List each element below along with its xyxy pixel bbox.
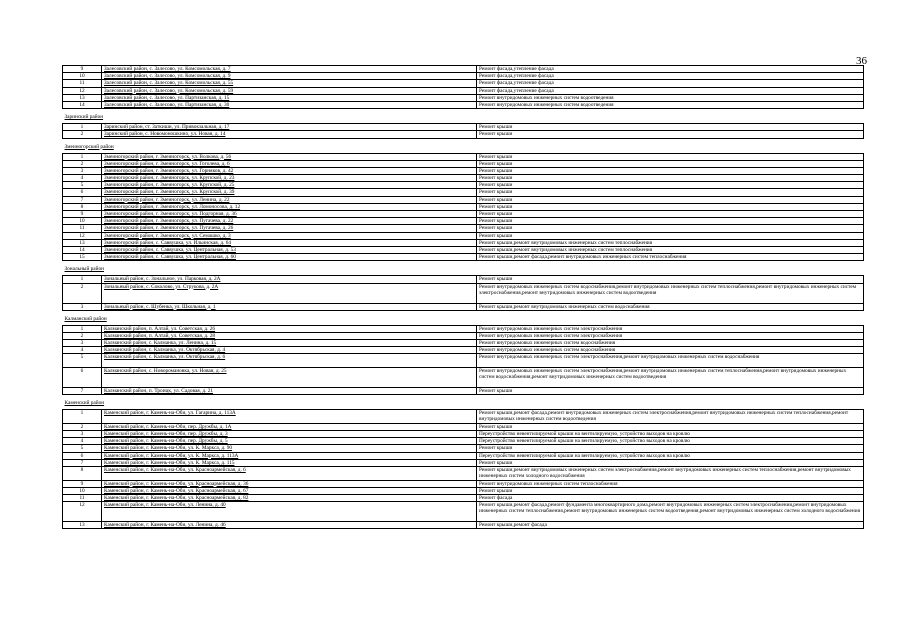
row-address: Залесовский район, с. Залесово, ул. Партизанская, д. 30 bbox=[102, 101, 477, 108]
row-works: Ремонт фасада,утепление фасада bbox=[477, 66, 864, 73]
row-number: 4 bbox=[63, 438, 102, 445]
row-address: Каменский район, г. Камень-на-Оби, ул. Красноармейская, д. 67 bbox=[102, 487, 477, 494]
table-row bbox=[63, 246, 864, 253]
table-row bbox=[63, 494, 864, 501]
district-heading: Змеиногорский район bbox=[64, 143, 114, 150]
row-address: Змеиногорский район, с. Саввушка, ул. Центральная, д. 60 bbox=[102, 254, 477, 261]
table-row bbox=[63, 175, 864, 182]
row-works: Ремонт крыши bbox=[477, 124, 864, 131]
row-works: Ремонт крыши bbox=[477, 160, 864, 167]
row-address: Залесовский район, с. Залесово, ул. Комсомольская, д. 55 bbox=[102, 80, 477, 87]
row-number: 8 bbox=[63, 466, 102, 480]
row-address: Каменский район, г. Камень-на-Оби, пер. Дружбы, д. 1А bbox=[102, 423, 477, 430]
row-number: 10 bbox=[63, 73, 102, 80]
row-address: Зональный район, с. Шубенка, ул. Школьная, д. 1 bbox=[102, 303, 477, 310]
row-number: 11 bbox=[63, 225, 102, 232]
row-number: 14 bbox=[63, 246, 102, 253]
row-number: 6 bbox=[63, 368, 102, 388]
page-number: 36 bbox=[856, 55, 867, 67]
row-address: Змеиногорский район, г. Змеиногорск, ул. Крупской, д. 39 bbox=[102, 189, 477, 196]
table-row bbox=[63, 423, 864, 430]
row-works: Ремонт крыши,ремонт фасада bbox=[477, 522, 864, 529]
row-number: 8 bbox=[63, 203, 102, 210]
row-works: Ремонт фасада,утепление фасада bbox=[477, 73, 864, 80]
row-address: Каменский район, г. Камень-на-Оби, ул. Красноармейская, д. 6 bbox=[102, 466, 477, 480]
row-number: 10 bbox=[63, 487, 102, 494]
repair-plan-body bbox=[63, 66, 864, 529]
row-address: Калманский район, с. Калманка, ул. Октябрьская, д. 4 bbox=[102, 347, 477, 354]
row-address: Змеиногорский район, г. Змеиногорск, ул. Ломоносова, д. 12 bbox=[102, 203, 477, 210]
row-works: Ремонт внутридомовых инженерных систем электроснабжения,ремонт внутридомовых инженерных систем водоснабжения bbox=[477, 354, 864, 368]
district-heading-row bbox=[63, 264, 864, 276]
row-address: Залесовский район, с. Залесово, ул. Партизанская, д. 15 bbox=[102, 94, 477, 101]
row-number: 12 bbox=[63, 502, 102, 522]
district-heading: Калманский район bbox=[64, 315, 107, 322]
row-number: 2 bbox=[63, 160, 102, 167]
row-address: Каменский район, г. Камень-на-Оби, ул. К. Маркса, д. 113А bbox=[102, 452, 477, 459]
table-row bbox=[63, 480, 864, 487]
row-works: Ремонт внутридомовых инженерных систем электроснабжения bbox=[477, 332, 864, 339]
row-number: 13 bbox=[63, 522, 102, 529]
row-works: Ремонт внутридомовых инженерных систем водоотведения bbox=[477, 94, 864, 101]
row-works: Ремонт крыши,ремонт фасада,ремонт внутридомовых инженерных систем теплоснабжения bbox=[477, 254, 864, 261]
row-number: 10 bbox=[63, 218, 102, 225]
row-address: Калманский район, п. Троицк, ул. Садовая, д. 21 bbox=[102, 388, 477, 395]
table-row bbox=[63, 160, 864, 167]
row-address: Залесовский район, с. Залесово, ул. Комсомольская, д. 7 bbox=[102, 66, 477, 73]
row-works: Переустройство невентилируемой крыши на вентилируемую, устройство выходов на кровлю bbox=[477, 452, 864, 459]
table-row bbox=[63, 445, 864, 452]
row-number: 2 bbox=[63, 423, 102, 430]
row-number: 1 bbox=[63, 276, 102, 283]
table-row bbox=[63, 182, 864, 189]
table-row bbox=[63, 73, 864, 80]
row-works: Ремонт крыши bbox=[477, 388, 864, 395]
table-row bbox=[63, 94, 864, 101]
row-works: Ремонт крыши,ремонт внутридомовых инженерных систем теплоснабжения bbox=[477, 246, 864, 253]
row-address: Каменский район, г. Камень-на-Оби, ул. Гагарина, д. 113А bbox=[102, 410, 477, 424]
row-address: Заринский район, ст. Заткиши, ул. Привокзальная, д. 17 bbox=[102, 124, 477, 131]
table-row bbox=[63, 325, 864, 332]
row-works: Ремонт внутридомовых инженерных систем теплоснабжения bbox=[477, 480, 864, 487]
table-row bbox=[63, 124, 864, 131]
row-works: Ремонт крыши bbox=[477, 196, 864, 203]
row-address: Змеиногорский район, г. Змеиногорск, ул. Подгорная, д. 36 bbox=[102, 211, 477, 218]
row-address: Зональный район, с. Зональное, ул. Парковая, д. 2А bbox=[102, 276, 477, 283]
row-number: 1 bbox=[63, 153, 102, 160]
row-number: 9 bbox=[63, 480, 102, 487]
row-number: 11 bbox=[63, 80, 102, 87]
table-row bbox=[63, 347, 864, 354]
row-address: Каменский район, г. Камень-на-Оби, пер. Дружбы, д. 3 bbox=[102, 431, 477, 438]
row-address: Каменский район, г. Камень-на-Оби, ул. Красноармейская, д. 36 bbox=[102, 480, 477, 487]
row-address: Калманский район, с. Новоромановка, ул. Новая, д. 25 bbox=[102, 368, 477, 388]
row-number: 5 bbox=[63, 354, 102, 368]
table-row bbox=[63, 303, 864, 310]
table-row bbox=[63, 153, 864, 160]
row-number: 2 bbox=[63, 283, 102, 303]
row-works: Ремонт крыши bbox=[477, 225, 864, 232]
row-works: Ремонт крыши bbox=[477, 445, 864, 452]
row-works: Ремонт крыши bbox=[477, 276, 864, 283]
row-works: Ремонт фасада,утепление фасада bbox=[477, 87, 864, 94]
row-number: 7 bbox=[63, 196, 102, 203]
row-works: Переустройство невентилируемой крыши на вентилируемую, устройство выходов на кровлю bbox=[477, 438, 864, 445]
row-address: Калманский район, п. Алтай, ул. Советская, д. 26 bbox=[102, 325, 477, 332]
row-works: Ремонт крыши,ремонт внутридомовых инженерных систем теплоснабжения bbox=[477, 239, 864, 246]
row-works: Ремонт крыши bbox=[477, 167, 864, 174]
row-works: Ремонт крыши bbox=[477, 232, 864, 239]
table-row bbox=[63, 487, 864, 494]
row-address: Змеиногорский район, г. Змеиногорск, ул. Семашко, д. 3 bbox=[102, 232, 477, 239]
row-address: Змеиногорский район, г. Змеиногорск, ул. Пугачева, д. 26 bbox=[102, 225, 477, 232]
row-works: Ремонт крыши bbox=[477, 423, 864, 430]
row-number: 6 bbox=[63, 189, 102, 196]
table-row bbox=[63, 254, 864, 261]
district-heading-row bbox=[63, 314, 864, 326]
row-number: 9 bbox=[63, 211, 102, 218]
table-row bbox=[63, 332, 864, 339]
row-address: Змеиногорский район, г. Змеиногорск, ул. Крупской, д. 25 bbox=[102, 182, 477, 189]
district-heading-row bbox=[63, 398, 864, 410]
row-number: 3 bbox=[63, 431, 102, 438]
row-address: Змеиногорский район, г. Змеиногорск, ул. Волкова, д. 56 bbox=[102, 153, 477, 160]
table-row bbox=[63, 167, 864, 174]
row-works: Ремонт крыши bbox=[477, 459, 864, 466]
row-number: 9 bbox=[63, 66, 102, 73]
row-number: 7 bbox=[63, 388, 102, 395]
table-row bbox=[63, 232, 864, 239]
table-row bbox=[63, 340, 864, 347]
row-address: Залесовский район, с. Залесово, ул. Комсомольская, д. 9 bbox=[102, 73, 477, 80]
row-number: 2 bbox=[63, 131, 102, 138]
row-address: Змеиногорский район, г. Змеиногорск, ул. Ленина, д. 22 bbox=[102, 196, 477, 203]
table-row bbox=[63, 80, 864, 87]
row-address: Каменский район, г. Камень-на-Оби, ул. Красноармейская, д. 82 bbox=[102, 494, 477, 501]
row-number: 3 bbox=[63, 167, 102, 174]
table-row bbox=[63, 211, 864, 218]
table-row bbox=[63, 225, 864, 232]
row-works: Ремонт крыши bbox=[477, 189, 864, 196]
district-heading: Зональный район bbox=[64, 266, 104, 273]
table-row bbox=[63, 283, 864, 303]
row-works: Ремонт внутридомовых инженерных систем водоснабжения,ремонт внутридомовых инженерных систем теплоснабжения,ремонт внутридомовых инженерных систем электроснабжения,ремонт внутридомовых инженерных систем водоотведения bbox=[477, 283, 864, 303]
row-address: Змеиногорский район, г. Змеиногорск, ул. Крупской, д. 23 bbox=[102, 175, 477, 182]
row-works: Ремонт крыши bbox=[477, 211, 864, 218]
table-row bbox=[63, 410, 864, 424]
row-number: 4 bbox=[63, 175, 102, 182]
table-row bbox=[63, 196, 864, 203]
district-heading: Заринский район bbox=[64, 114, 104, 121]
table-row bbox=[63, 239, 864, 246]
row-address: Зональный район, с. Соколово, ул. Струкова, д. 2А bbox=[102, 283, 477, 303]
table-row bbox=[63, 101, 864, 108]
table-row bbox=[63, 438, 864, 445]
row-number: 1 bbox=[63, 325, 102, 332]
row-address: Заринский район, с. Новомоношкино, ул. Новая, д. 14 bbox=[102, 131, 477, 138]
table-row bbox=[63, 354, 864, 368]
row-number: 2 bbox=[63, 332, 102, 339]
table-row bbox=[63, 276, 864, 283]
row-works: Переустройство невентилируемой крыши на вентилируемую, устройство выходов на кровлю bbox=[477, 431, 864, 438]
row-works: Ремонт крыши bbox=[477, 218, 864, 225]
table-row bbox=[63, 459, 864, 466]
row-number: 4 bbox=[63, 347, 102, 354]
row-number: 14 bbox=[63, 101, 102, 108]
table-row bbox=[63, 388, 864, 395]
row-number: 13 bbox=[63, 94, 102, 101]
table-row bbox=[63, 87, 864, 94]
row-number: 3 bbox=[63, 303, 102, 310]
table-row bbox=[63, 452, 864, 459]
row-number: 12 bbox=[63, 87, 102, 94]
row-number: 1 bbox=[63, 124, 102, 131]
row-number: 6 bbox=[63, 452, 102, 459]
row-works: Ремонт внутридомовых инженерных систем водоснабжения bbox=[477, 340, 864, 347]
table-row bbox=[63, 522, 864, 529]
row-works: Ремонт крыши bbox=[477, 175, 864, 182]
row-number: 3 bbox=[63, 340, 102, 347]
row-works: Ремонт крыши bbox=[477, 131, 864, 138]
row-works: Ремонт внутридомовых инженерных систем водоотведения bbox=[477, 101, 864, 108]
row-number: 7 bbox=[63, 459, 102, 466]
row-works: Ремонт крыши bbox=[477, 182, 864, 189]
table-row bbox=[63, 431, 864, 438]
row-number: 1 bbox=[63, 410, 102, 424]
row-works: Ремонт крыши bbox=[477, 487, 864, 494]
row-works: Ремонт внутридомовых инженерных систем электроснабжения bbox=[477, 325, 864, 332]
table-row bbox=[63, 131, 864, 138]
row-works: Ремонт фасада,утепление фасада bbox=[477, 80, 864, 87]
row-address: Калманский район, п. Алтай, ул. Советская, д. 28 bbox=[102, 332, 477, 339]
row-number: 5 bbox=[63, 182, 102, 189]
table-row bbox=[63, 189, 864, 196]
row-address: Залесовский район, с. Залесово, ул. Комсомольская, д. 59 bbox=[102, 87, 477, 94]
row-address: Каменский район, г. Камень-на-Оби, пер. Дружбы, д. 5 bbox=[102, 438, 477, 445]
row-works: Ремонт крыши bbox=[477, 203, 864, 210]
row-address: Калманский район, с. Калманка, ул. Ленина, д. 15 bbox=[102, 340, 477, 347]
row-works: Ремонт фасада bbox=[477, 494, 864, 501]
row-number: 11 bbox=[63, 494, 102, 501]
row-works: Ремонт крыши bbox=[477, 153, 864, 160]
row-address: Каменский район, г. Камень-на-Оби, ул. К. Маркса, д. 90 bbox=[102, 445, 477, 452]
row-number: 12 bbox=[63, 232, 102, 239]
table-row bbox=[63, 368, 864, 388]
district-heading: Каменский район bbox=[64, 400, 105, 407]
row-address: Каменский район, г. Камень-на-Оби, ул. Ленина, д. 40 bbox=[102, 502, 477, 522]
district-heading-row bbox=[63, 142, 864, 154]
table-row bbox=[63, 466, 864, 480]
row-works: Ремонт крыши,ремонт фасада,ремонт внутридомовых инженерных систем электроснабжения,ремонт внутридомовых инженерных систем теплоснабжения,ремонт внутридомовых инженерных систем водоотведения bbox=[477, 410, 864, 424]
row-address: Змеиногорский район, с. Саввушка, ул. Центральная, д. 53 bbox=[102, 246, 477, 253]
row-number: 15 bbox=[63, 254, 102, 261]
repair-plan-table bbox=[62, 65, 864, 529]
row-address: Змеиногорский район, г. Змеиногорск, ул. Горняков, д. 42 bbox=[102, 167, 477, 174]
row-number: 13 bbox=[63, 239, 102, 246]
row-works: Ремонт внутридомовых инженерных систем водоснабжения bbox=[477, 347, 864, 354]
row-address: Каменский район, г. Камень-на-Оби, ул. К. Маркса, д. 115 bbox=[102, 459, 477, 466]
row-address: Калманский район, с. Калманка, ул. Октябрьская, д. 6 bbox=[102, 354, 477, 368]
row-address: Змеиногорский район, г. Змеиногорск, ул. Гоголева, д. 6 bbox=[102, 160, 477, 167]
row-works: Ремонт крыши,ремонт внутридомовых инженерных систем электроснабжения,ремонт внутридомовых инженерных систем теплоснабжения,ремонт внутридомовых инженерных систем холодного водоснабжения bbox=[477, 466, 864, 480]
district-heading-row bbox=[63, 112, 864, 124]
table-row bbox=[63, 218, 864, 225]
row-address: Змеиногорский район, с. Саввушка, ул. Ильинская, д. 64 bbox=[102, 239, 477, 246]
row-works: Ремонт крыши,ремонт внутридомовых инженерных систем водоснабжения bbox=[477, 303, 864, 310]
table-row bbox=[63, 203, 864, 210]
table-row bbox=[63, 66, 864, 73]
row-works: Ремонт крыши,ремонт фасада,ремонт фундамента многоквартирного дома,ремонт внутридомовых инженерных систем электроснабжения,ремонт внутридомовых инженерных систем теплоснабжения,ремонт внутридомовых инженерных систем водоотведения,ремонт внутридомовых инженерных систем холодного водоснабжения bbox=[477, 502, 864, 522]
table-row bbox=[63, 502, 864, 522]
row-works: Ремонт внутридомовых инженерных систем электроснабжения,ремонт внутридомовых инженерных систем теплоснабжения,ремонт внутридомовых инженерных систем водоснабжения,ремонт внутридомовых инженерных систем водоотведения bbox=[477, 368, 864, 388]
row-number: 5 bbox=[63, 445, 102, 452]
row-address: Каменский район, г. Камень-на-Оби, ул. Ленина, д. 46 bbox=[102, 522, 477, 529]
row-address: Змеиногорский район, г. Змеиногорск, ул. Пугачева, д. 22 bbox=[102, 218, 477, 225]
